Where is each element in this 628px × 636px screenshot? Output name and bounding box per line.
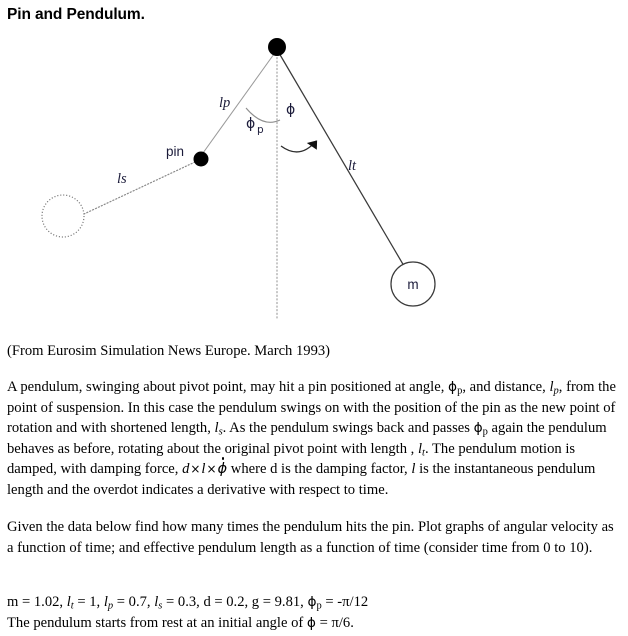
desc-part-8: is the instantaneous pendulum length and the overdot indicates a derivative with respect to time. xyxy=(7,461,596,498)
phi-p-subscript: p xyxy=(257,124,264,136)
param-lp-sub: p xyxy=(107,600,114,612)
initial-cond-pre: The pendulum starts from rest at an initial angle of xyxy=(7,614,307,631)
lp-rod-line xyxy=(203,54,274,153)
lp-sub-inline: p xyxy=(553,385,559,397)
task-paragraph: Given the data below find how many times the pendulum hits the pin. Plot graphs of angular velocity as a function of time; and effective pendulum length as a function of time (consider time from 0 to 10). xyxy=(7,519,614,556)
lp-var-inline: l xyxy=(549,379,554,395)
description-paragraph xyxy=(7,377,621,501)
param-lt-val: = 1, xyxy=(73,594,104,610)
param-ls-var: l xyxy=(154,594,159,610)
param-lt-sub: t xyxy=(70,600,74,612)
times-sign-1: × xyxy=(190,462,201,477)
pivot-point xyxy=(268,38,286,56)
damping-l: l xyxy=(201,461,206,478)
param-lp-var: l xyxy=(103,594,108,610)
param-phi-p: ϕ xyxy=(307,594,317,610)
lt-rod-line xyxy=(279,53,404,266)
shortened-bob-ghost xyxy=(42,195,84,237)
param-phi-p-sub: p xyxy=(316,600,322,612)
desc-part-4: . As the pendulum swings back and passes xyxy=(222,420,474,437)
page-title: Pin and Pendulum. xyxy=(7,6,145,23)
param-ls-sub: s xyxy=(158,600,163,612)
damping-d: d xyxy=(182,461,190,478)
phi-p-sub-1: p xyxy=(457,385,463,397)
lt-sub-inline: t xyxy=(422,447,425,459)
param-lp-val: = 0.7, xyxy=(113,594,155,610)
diagram-canvas xyxy=(0,28,628,338)
initial-condition-line xyxy=(7,613,621,634)
phi-p-label: ϕ xyxy=(246,116,256,132)
parameter-values-line xyxy=(7,592,621,613)
desc-part-3: , from the point of suspension. In this case the pendulum swings on with the position of the pin as the new point of rotation and with shortened length, xyxy=(7,379,616,437)
pin-point xyxy=(194,152,209,167)
param-m: m = 1.02, xyxy=(7,594,67,610)
lt-label: lt xyxy=(348,158,357,174)
ls-label: ls xyxy=(117,171,127,187)
desc-part-6: . The pendulum motion is damped, with damping force, xyxy=(7,440,576,478)
pin-pendulum-diagram xyxy=(0,28,628,338)
ls-rod-line xyxy=(84,162,195,214)
source-attribution: (From Eurosim Simulation News Europe. March 1993) xyxy=(7,343,331,359)
param-ls-val: = 0.3, d = 0.2, g = 9.81, xyxy=(162,594,308,610)
initial-cond-post: = π/6. xyxy=(315,614,354,631)
desc-part-2: , and distance, xyxy=(462,379,550,395)
phi-p-sub-2: p xyxy=(482,426,488,438)
desc-part-1: A pendulum, swinging about pivot point, may hit a pin positioned at angle, xyxy=(7,379,449,395)
desc-part-5: again the pendulum behaves as before, rotating about the original pivot point with length , xyxy=(7,420,607,457)
l-var-inline: l xyxy=(411,461,416,478)
times-sign-2: × xyxy=(206,462,217,477)
ls-sub-inline: s xyxy=(218,426,223,438)
param-phi-p-val: = -π/12 xyxy=(321,594,369,610)
phi-p-symbol-1: ϕ xyxy=(448,379,458,395)
phi-p-symbol-2: ϕ xyxy=(473,420,483,437)
pin-label: pin xyxy=(166,144,185,159)
desc-part-7: where d is the damping factor, xyxy=(227,461,412,478)
param-lt-var: l xyxy=(66,594,71,610)
lp-label: lp xyxy=(219,95,231,111)
initial-cond-phi: ϕ xyxy=(306,614,316,631)
phi-label: ϕ xyxy=(286,102,296,118)
mass-bob-label: m xyxy=(407,277,419,292)
lt-var-inline: l xyxy=(417,440,423,457)
ls-var-inline: l xyxy=(214,420,219,437)
phi-dot: ϕ xyxy=(218,459,228,480)
parameters-block xyxy=(7,592,621,633)
